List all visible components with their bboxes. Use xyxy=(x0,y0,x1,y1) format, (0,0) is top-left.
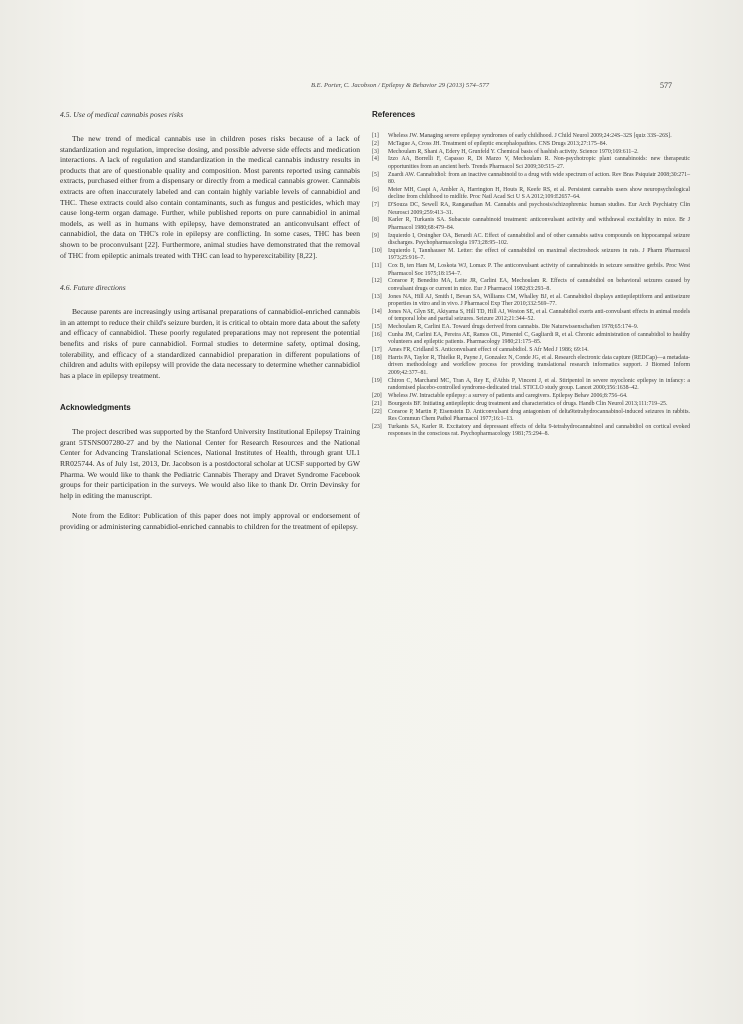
reference-item xyxy=(372,141,690,148)
running-head: B.E. Porter, C. Jacobson / Epilepsy & Behavior 29 (2013) 574–577 xyxy=(310,82,489,89)
reference-text: McTague A, Cross JH. Treatment of epileptic encephalopathies. CNS Drugs 2013;27:175–84. xyxy=(388,140,608,147)
acknowledgments-paragraph: The project described was supported by the Stanford University Institutional Epilepsy Training grant 5TSNS007280-27 and by the National Center for Research Resources and the National Center for Advancing Translational Sciences, National Institutes of Health, through grant UL1 RR025744. As of July 1st, 2013, Dr. Jacobson is a postdoctoral scholar at UCSF supported by GW Pharma. We would like to thank the Pediatric Cannabis Therapy and Dravet Syndrome Facebook groups for their participation in the surveys. We would also like to thank Dr. Orrin Devinsky for help in editing the manuscript. xyxy=(60,427,360,500)
reference-text: Zuardi AW. Cannabidiol: from an inactive cannabinoid to a drug with wide spectrum of action. Rev Bras Psiquiatr 2008;30:271–80. xyxy=(388,171,690,186)
reference-text: Izquierdo I, Tannhauser M. Letter: the effect of cannabidiol on maximal electroshock seizures in rats. J Pharm Pharmacol 1973;25:916–7. xyxy=(388,247,690,262)
reference-number: [14] xyxy=(372,308,382,315)
reference-text: Chiron C, Marchand MC, Tran A, Rey E, d'Athis P, Vincent J, et al. Stiripentol in severe myoclonic epilepsy in infancy: a randomised placebo-controlled syndrome-dedicated trial. STICLO study group. Lancet 2000;356:1638–42. xyxy=(388,377,690,392)
reference-item xyxy=(372,217,690,232)
reference-text: Jones NA, Glyn SE, Akiyama S, Hill TD, Hill AJ, Weston SE, et al. Cannabidiol exerts anti-convulsant effects in animal models of temporal lobe and partial seizures. Seizure 2012;21:344–52. xyxy=(388,308,690,323)
editor-note-paragraph: Note from the Editor: Publication of this paper does not imply approval or endorsement of providing or administering cannabidiol-enriched cannabis to children for the treatment of epilepsy. xyxy=(60,511,360,532)
reference-number: [8] xyxy=(372,217,379,224)
reference-item xyxy=(372,202,690,217)
reference-number: [4] xyxy=(372,156,379,163)
reference-number: [9] xyxy=(372,232,379,239)
reference-text: Turkanis SA, Karler R. Excitatory and depressant effects of delta 9-tetrahydrocannabinol and cannabidiol on cortical evoked responses in the conscious rat. Psychopharmacology 1981;75:294–8. xyxy=(388,423,690,438)
reference-text: Consroe P, Martin P, Eisenstein D. Anticonvulsant drug antagonism of delta9tetrahydrocannabinol-induced seizures in rabbits. Res Commun Chem Pathol Pharmacol 1977;16:1–13. xyxy=(388,408,690,422)
section-4-5-heading: 4.5. Use of medical cannabis poses risks xyxy=(60,110,184,119)
reference-item xyxy=(372,156,690,171)
reference-number: [19] xyxy=(372,377,382,384)
reference-text: Meier MH, Caspi A, Ambler A, Harrington H, Houts R, Keefe RS, et al. Persistent cannabis users show neuropsychological decline from childhood to midlife. Proc Natl Acad Sci U S A 2012;109:E2657–64. xyxy=(388,186,690,201)
reference-number: [16] xyxy=(372,331,382,338)
reference-item xyxy=(372,355,690,377)
left-column xyxy=(60,110,360,533)
reference-item xyxy=(372,278,690,293)
reference-number: [3] xyxy=(372,148,379,155)
reference-item xyxy=(372,424,690,439)
reference-number: [1] xyxy=(372,133,379,139)
reference-number: [10] xyxy=(372,247,382,254)
reference-item xyxy=(372,263,690,278)
reference-text: Karler R, Turkanis SA. Subacute cannabinoid treatment: anticonvulsant activity and withdrawal excitability in mice. Br J Pharmacol 1980;68:479–84. xyxy=(388,217,690,231)
reference-item xyxy=(372,309,690,324)
references-list xyxy=(372,133,690,439)
reference-item xyxy=(372,401,690,408)
reference-item xyxy=(372,133,690,140)
reference-text: Jones NA, Hill AJ, Smith I, Bevan SA, Williams CM, Whalley BJ, et al. Cannabidiol displays antiepileptiform and antiseizure properties in vitro and in vivo. J Pharmacol Exp Ther 2010;332:569–77. xyxy=(388,293,690,308)
reference-item xyxy=(372,233,690,248)
reference-text: Mechoulam R, Carlini EA. Toward drugs derived from cannabis. Die Naturwissenschaften 1978;65:174–9. xyxy=(388,324,639,331)
reference-number: [13] xyxy=(372,293,382,300)
reference-number: [11] xyxy=(372,263,382,270)
reference-number: [17] xyxy=(372,347,382,354)
reference-text: Cox B, ten Ham M, Loskota WJ, Lomax P. The anticonvulsant activity of cannabinoids in seizure sensitive gerbils. Proc West Pharmacol Soc 1975;18:154–7. xyxy=(388,263,690,277)
reference-number: [2] xyxy=(372,140,379,147)
reference-number: [23] xyxy=(372,423,382,430)
reference-number: [21] xyxy=(372,400,382,407)
reference-number: [6] xyxy=(372,186,379,193)
reference-text: Harris PA, Taylor R, Thielke R, Payne J, Gonzalez N, Conde JG, et al. Research electronic data capture (REDCap)—a metadata-driven methodology and workflow process for providing translational research informatics support. J Biomed Inform 2009;42:377–81. xyxy=(388,354,690,376)
reference-text: Izquierdo I, Orsingher OA, Berardi AC. Effect of cannabidiol and of other cannabis sativa compounds on hippocampal seizure discharges. Psychopharmacologia 1973;28:95–102. xyxy=(388,232,690,247)
reference-item xyxy=(372,172,690,187)
reference-item xyxy=(372,248,690,263)
reference-text: Wheless JW. Managing severe epilepsy syndromes of early childhood. J Child Neurol 2009;24:24S–32S [quiz 33S–26S]. xyxy=(388,133,672,139)
reference-item xyxy=(372,149,690,156)
reference-number: [5] xyxy=(372,171,379,178)
reference-text: Wheless JW. Intractable epilepsy: a survey of patients and caregivers. Epilepsy Behav 2006;8:756–64. xyxy=(388,392,628,399)
reference-number: [15] xyxy=(372,324,382,331)
reference-text: Izzo AA, Borrelli F, Capasso R, Di Marzo V, Mechoulam R. Non-psychotropic plant cannabinoids: new therapeutic opportunities from an ancient herb. Trends Pharmacol Sci 2009;30:515–27. xyxy=(388,156,690,170)
page-number: 577 xyxy=(660,81,672,90)
reference-item xyxy=(372,409,690,424)
reference-item xyxy=(372,294,690,309)
reference-text: Ames FR, Cridland S. Anticonvulsant effect of cannabidiol. S Afr Med J 1986; 69:14. xyxy=(388,347,589,354)
reference-number: [18] xyxy=(372,354,382,361)
section-4-6-paragraph: Because parents are increasingly using artisanal preparations of cannabidiol-enriched cannabis in an attempt to reduce their child's seizure burden, it is critical to obtain more data about the safety and efficacy of cannabidiol. These poorly regulated preparations may not represent the potential benefits and risks of pure cannabidiol. Formal studies to determine safety, optimal dosing, tolerability, and efficacy of a standardized cannabidiol preparation in different populations of children and adults with epilepsy will provide the data necessary to determine whether cannabidiol has a place in epilepsy treatment. xyxy=(60,307,360,380)
section-4-6-heading: 4.6. Future directions xyxy=(60,283,126,293)
references-heading: References xyxy=(372,110,416,119)
reference-item xyxy=(372,378,690,393)
reference-text: D'Souza DC, Sewell RA, Ranganathan M. Cannabis and psychosis/schizophrenia: human studies. Eur Arch Psychiatry Clin Neurosci 2009;259:413–31. xyxy=(388,202,690,216)
reference-number: [7] xyxy=(372,202,379,209)
reference-item xyxy=(372,347,690,354)
reference-text: Mechoulam R, Shani A, Edery H, Grunfeld Y. Chemical basis of hashish activity. Science 1970;169:611–2. xyxy=(388,148,639,155)
reference-item xyxy=(372,332,690,347)
reference-number: [22] xyxy=(372,408,382,415)
reference-text: Consroe P, Benedito MA, Leite JR, Carlini EA, Mechoulam R. Effects of cannabidiol on behavioral seizures caused by convulsant drugs or current in mice. Eur J Pharmacol 1982;83:293–8. xyxy=(388,278,690,292)
reference-number: [20] xyxy=(372,392,382,399)
reference-item xyxy=(372,187,690,202)
reference-text: Bourgeois BF. Initiating antiepileptic drug treatment and characteristics of drugs. Handb Clin Neurol 2013;111:719–25. xyxy=(388,400,668,407)
acknowledgments-heading: Acknowledgments xyxy=(60,403,131,413)
section-4-5-paragraph: The new trend of medical cannabis use in children poses risks because of a lack of standardization and regulation, imprecise dosing, and possible adverse side effects and medication interactions. A lack of regulation and standardization in the medical cannabis industry results in products that are of questionable quality and composition. Most parents reported using cannabis extracts, purchased either from a dispensary or directly from a medical cannabis grower. Cannabis extracts are often inaccurately labeled and can contain highly variable levels of cannabidiol and THC. These extracts could also contain contaminants, such as fungus and pesticides, which may cause long-term organ damage. Further, while published reports on pure cannabidiol in animal models, as well as in humans with epilepsy, have demonstrated an anticonvulsant effect of cannabidiol, the data on THC's role in epilepsy are conflicting. In some cases, THC has been shown to be proconvulsant [22]. Furthermore, animal studies have demonstrated that the removal of THC from epileptic animals treated with THC can lead to hyperexcitability [8,22]. xyxy=(60,134,360,260)
reference-text: Cunha JM, Carlini EA, Pereira AE, Ramos OL, Pimentel C, Gagliardi R, et al. Chronic administration of cannabidiol to healthy volunteers and epileptic patients. Pharmacology 1980;21:175–85. xyxy=(388,331,690,346)
reference-number: [12] xyxy=(372,278,382,285)
right-column xyxy=(372,110,690,439)
reference-item xyxy=(372,324,690,331)
reference-item xyxy=(372,393,690,400)
